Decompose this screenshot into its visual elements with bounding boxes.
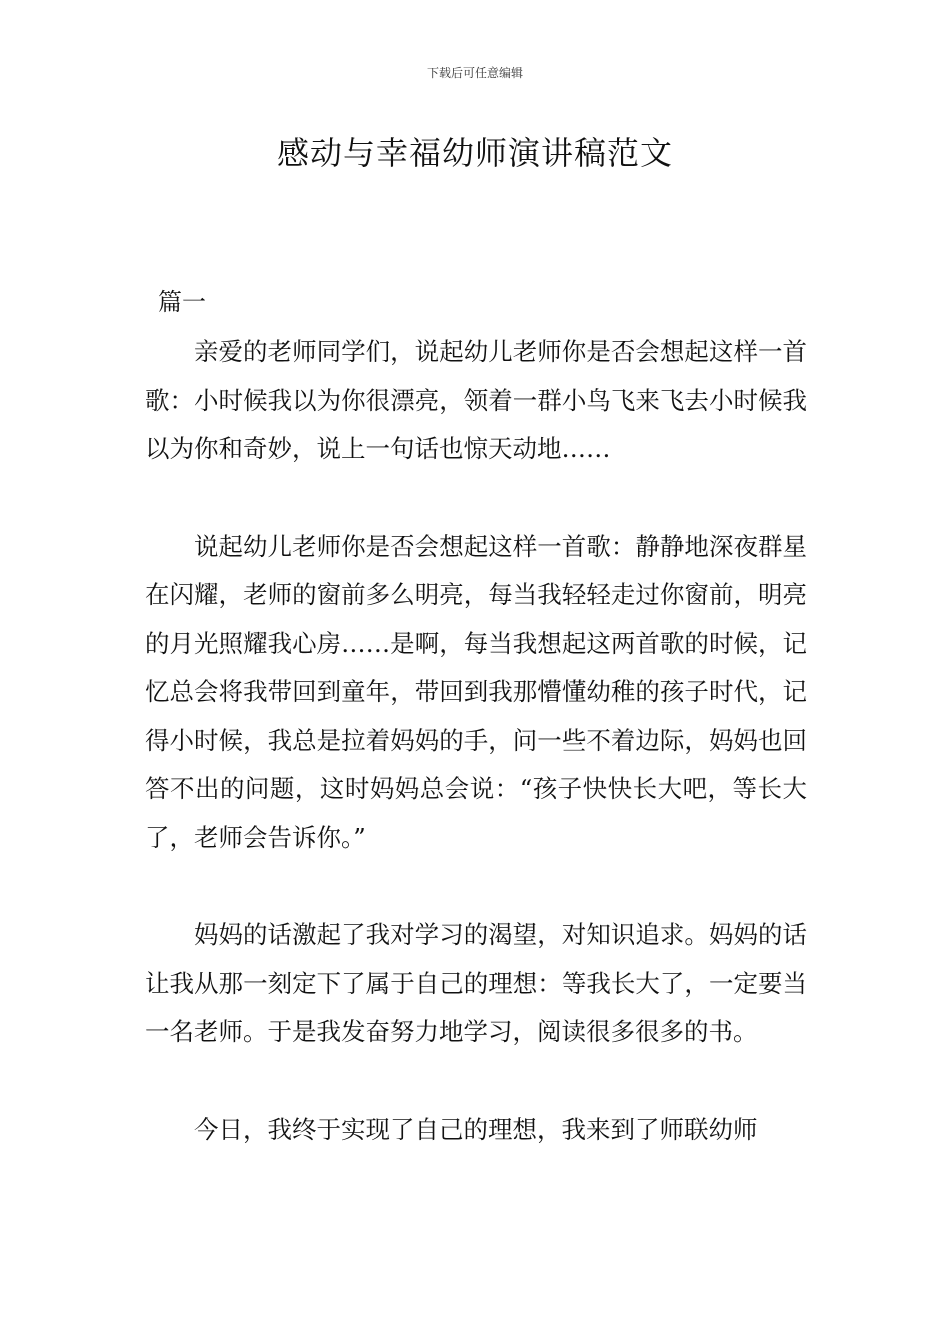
document-body — [145, 328, 807, 1203]
paragraph-2: 说起幼儿老师你是否会想起这样一首歌：静静地深夜群星在闪耀，老师的窗前多么明亮，每当我轻轻走过你窗前，明亮的月光照耀我心房……是啊，每当我想起这两首歌的时候，记忆总会将我带回到童年，带回到我那懵懂幼稚的孩子时代，记得小时候，我总是拉着妈妈的手，问一些不着边际，妈妈也回答不出的问题，这时妈妈总会说：“孩子快快长大吧，等长大了，老师会告诉你。” — [145, 531, 807, 852]
document-title: 感动与幸福幼师演讲稿范文 — [276, 134, 673, 172]
paragraph-3: 妈妈的话激起了我对学习的渴望，对知识追求。妈妈的话让我从那一刻定下了属于自己的理想：等我长大了，一定要当一名老师。于是我发奋努力地学习，阅读很多很多的书。 — [145, 920, 807, 1046]
page-header: 下载后可任意编辑 — [426, 66, 523, 80]
paragraph-1: 亲爱的老师同学们，说起幼儿老师你是否会想起这样一首歌：小时候我以为你很漂亮，领着一群小鸟飞来飞去小时候我以为你和奇妙，说上一句话也惊天动地…… — [145, 337, 807, 463]
section-label: 篇一 — [158, 288, 206, 316]
paragraph-4: 今日，我终于实现了自己的理想，我来到了师联幼师 — [194, 1114, 758, 1144]
